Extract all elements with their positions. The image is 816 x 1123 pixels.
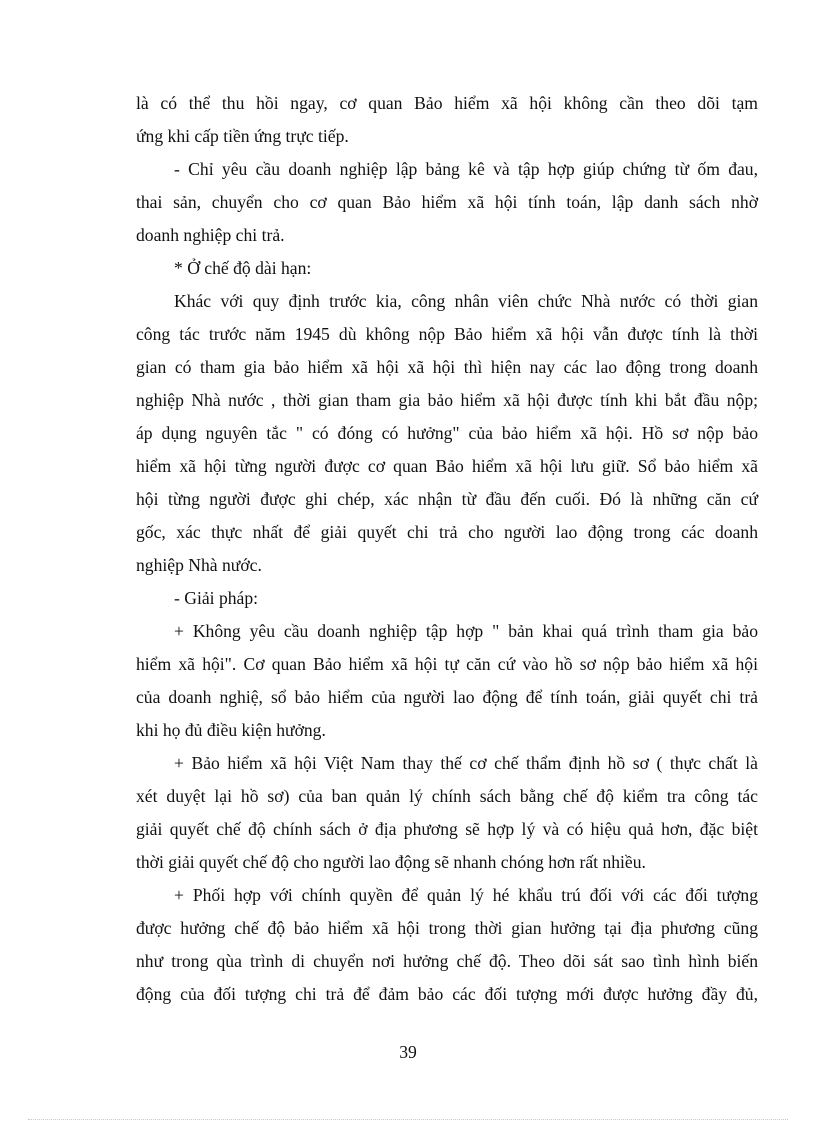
text-line: gian có tham gia bảo hiểm xã hội xã hội thì hiện nay các lao động trong doanh [136,357,758,377]
text-line: hội từng người được ghi chép, xác nhận từ đầu đến cuối. Đó là những căn cứ [136,489,758,509]
text-line: doanh nghiệp chi trả. [136,225,285,245]
text-line: * Ở chế độ dài hạn: [174,258,312,278]
text-line: + Phối hợp với chính quyền để quản lý hé khẩu trú đối với các đối tượng [174,885,758,905]
text-line: + Không yêu cầu doanh nghiệp tập hợp " bản khai quá trình tham gia bảo [174,621,758,641]
text-line: giải quyết chế độ chính sách ở địa phương sẽ hợp lý và có hiệu quả hơn, đặc biệt [136,819,758,839]
text-line: công tác trước năm 1945 dù không nộp Bảo hiểm xã hội vẫn được tính là thời [136,324,758,344]
text-line: thai sản, chuyển cho cơ quan Bảo hiểm xã hội tính toán, lập danh sách nhờ [136,192,758,212]
page-border-divider [28,1119,788,1120]
text-line: + Bảo hiểm xã hội Việt Nam thay thế cơ chế thẩm định hồ sơ ( thực chất là [174,753,758,773]
text-line: Khác với quy định trước kia, công nhân viên chức Nhà nước có thời gian [174,291,758,311]
text-line: nghiệp Nhà nước , thời gian tham gia bảo hiểm xã hội được tính khi bắt đầu nộp; [136,390,758,410]
text-line: khi họ đủ điều kiện hưởng. [136,720,326,740]
text-line: động của đối tượng chi trả để đảm bảo các đối tượng mới được hưởng đầy đủ, [136,984,758,1004]
text-line: được hưởng chế độ bảo hiểm xã hội trong thời gian hưởng tại địa phương cũng [136,918,758,938]
text-line: hiểm xã hội từng người được cơ quan Bảo hiểm xã hội lưu giữ. Sổ bảo hiểm xã [136,456,758,476]
text-line: thời giải quyết chế độ cho người lao động sẽ nhanh chóng hơn rất nhiều. [136,852,646,872]
text-line: gốc, xác thực nhất để giải quyết chi trả cho người lao động trong các doanh [136,522,758,542]
text-line: xét duyệt lại hồ sơ) của ban quản lý chính sách bằng chế độ kiểm tra công tác [136,786,758,806]
text-line: - Giải pháp: [174,588,259,608]
text-line: như trong qùa trình di chuyển nơi hưởng chế độ. Theo dõi sát sao tình hình biến [136,951,758,971]
text-line: áp dụng nguyên tắc " có đóng có hưởng" của bảo hiểm xã hội. Hồ sơ nộp bảo [136,423,758,443]
page-number: 39 [399,1042,417,1062]
text-line: là có thể thu hồi ngay, cơ quan Bảo hiểm xã hội không cần theo dõi tạm [136,93,758,113]
text-line: - Chỉ yêu cầu doanh nghiệp lập bảng kê và tập hợp giúp chứng từ ốm đau, [174,159,758,179]
text-line: nghiệp Nhà nước. [136,555,262,575]
text-line: ứng khi cấp tiền ứng trực tiếp. [136,126,349,146]
text-line: hiểm xã hội". Cơ quan Bảo hiểm xã hội tự căn cứ vào hồ sơ nộp bảo hiểm xã hội [136,654,758,674]
text-line: của doanh nghiệ, sổ bảo hiểm của người lao động để tính toán, giải quyết chi trả [136,687,758,707]
